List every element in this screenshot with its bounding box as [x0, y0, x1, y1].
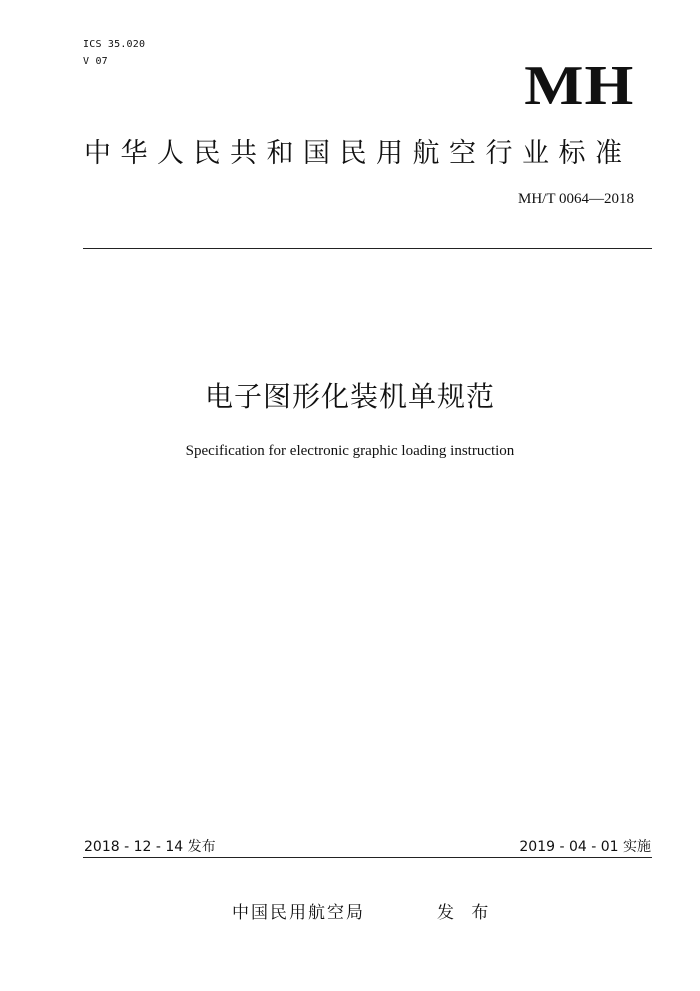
class-code: V 07 — [83, 56, 108, 67]
document-title-cn: 电子图形化装机单规范 — [204, 380, 495, 413]
standard-number: MH/T 0064—2018 — [518, 191, 634, 207]
issuer-name: 中国民用航空局 — [232, 903, 365, 923]
issued-label: 发 布 — [437, 903, 495, 923]
mh-logo: MH — [523, 55, 634, 117]
implement-date: 2019 - 04 - 01 实施 — [519, 839, 651, 855]
bottom-divider — [83, 857, 652, 858]
ics-code: ICS 35.020 — [83, 39, 146, 50]
document-title-en: Specification for electronic graphic loading instruction — [185, 443, 515, 459]
publish-date: 2018 - 12 - 14 发布 — [84, 839, 216, 855]
ics-block — [83, 36, 145, 70]
standard-type-title: 中华人民共和国民用航空行业标准 — [84, 138, 632, 169]
top-divider — [83, 248, 652, 249]
